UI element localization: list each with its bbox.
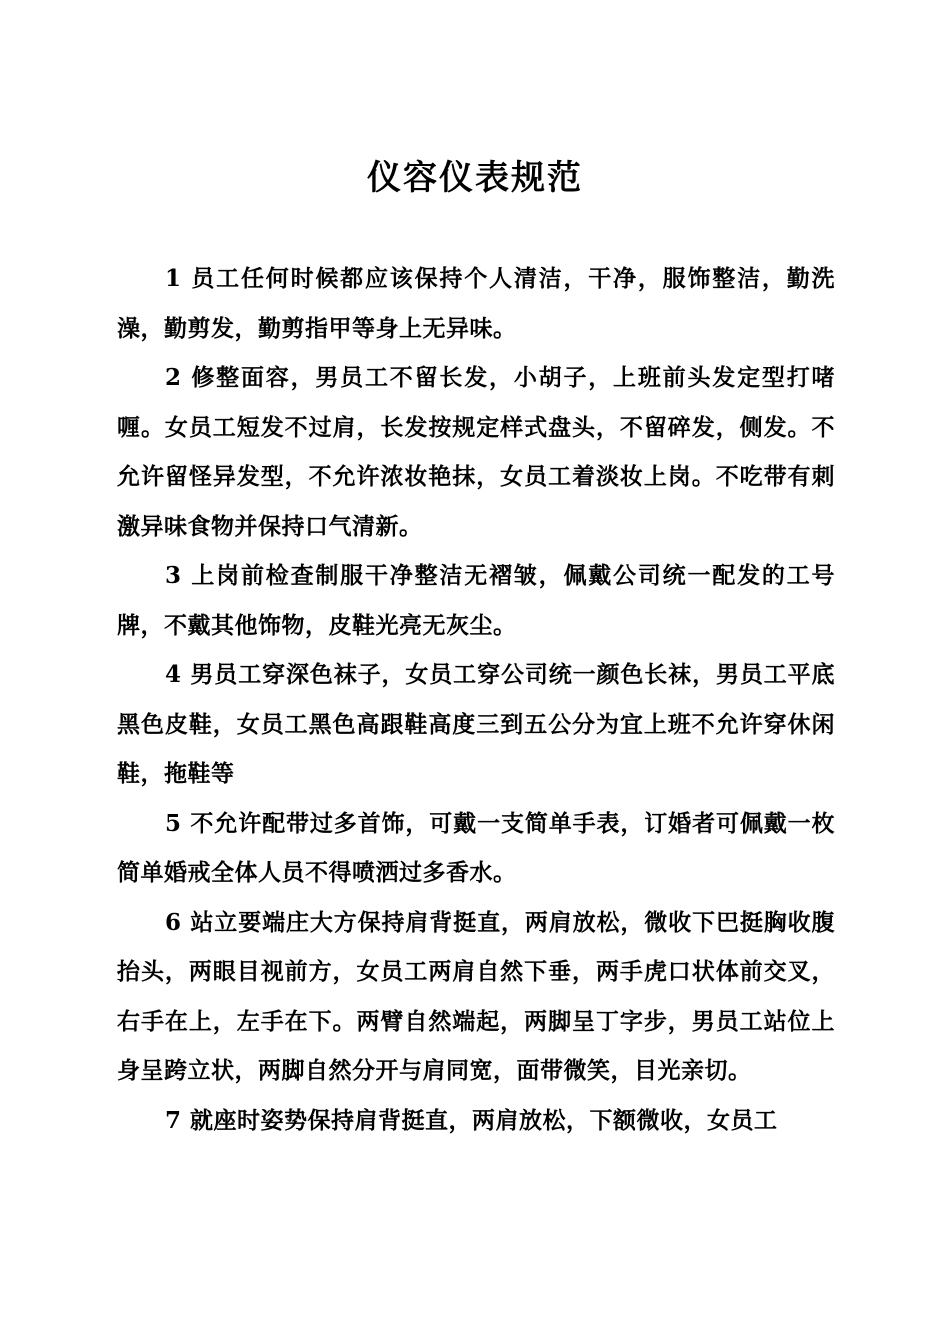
paragraph-text: 员工任何时候都应该保持个人清洁，干净，服饰整洁，勤洗澡，勤剪发，勤剪指甲等身上无异味。 [117,265,836,342]
paragraph-text: 站立要端庄大方保持肩背挺直，两肩放松，微收下巴挺胸收腹抬头，两眼目视前方，女员工两肩自然下垂，两手虎口状体前交叉，右手在上，左手在下。两臂自然端起，两脚呈丁字步，男员工站位上身呈跨立状，两脚自然分开与肩同宽，面带微笑，目光亲切。 [117,908,836,1084]
paragraph-number: 5 [165,809,182,837]
paragraph-text: 就座时姿势保持肩背挺直，两肩放松，下额微收，女员工 [190,1106,778,1134]
paragraph-1 [117,254,835,353]
paragraph-number: 3 [165,562,182,589]
paragraph-text: 修整面容，男员工不留长发，小胡子，上班前头发定型打啫喱。女员工短发不过肩，长发按规定样式盘头，不留碎发，侧发。不允许留怪异发型，不允许浓妆艳抹，女员工着淡妆上岗。不吃带有刺激异味食物并保持口气清新。 [117,364,836,540]
document-body [117,254,835,1145]
paragraph-number: 2 [165,364,182,391]
paragraph-number: 6 [165,908,182,936]
paragraph-6 [117,898,835,1096]
paragraph-4 [117,650,835,799]
paragraph-number: 1 [165,265,182,292]
paragraph-text: 男员工穿深色袜子，女员工穿公司统一颜色长袜，男员工平底黑色皮鞋，女员工黑色高跟鞋高度三到五公分为宜上班不允许穿休闲鞋，拖鞋等 [117,661,836,787]
paragraph-number: 7 [165,1106,182,1134]
paragraph-number: 4 [165,661,182,688]
paragraph-text: 不允许配带过多首饰，可戴一支简单手表，订婚者可佩戴一枚简单婚戒全体人员不得喷洒过多香水。 [117,809,836,886]
paragraph-text: 上岗前检查制服干净整洁无褶皱，佩戴公司统一配发的工号牌，不戴其他饰物，皮鞋光亮无灰尘。 [117,562,836,639]
paragraph-2 [117,353,835,551]
paragraph-3 [117,551,835,650]
paragraph-7 [117,1096,835,1146]
paragraph-5 [117,799,835,898]
document-title: 仪容仪表规范 [367,158,583,198]
